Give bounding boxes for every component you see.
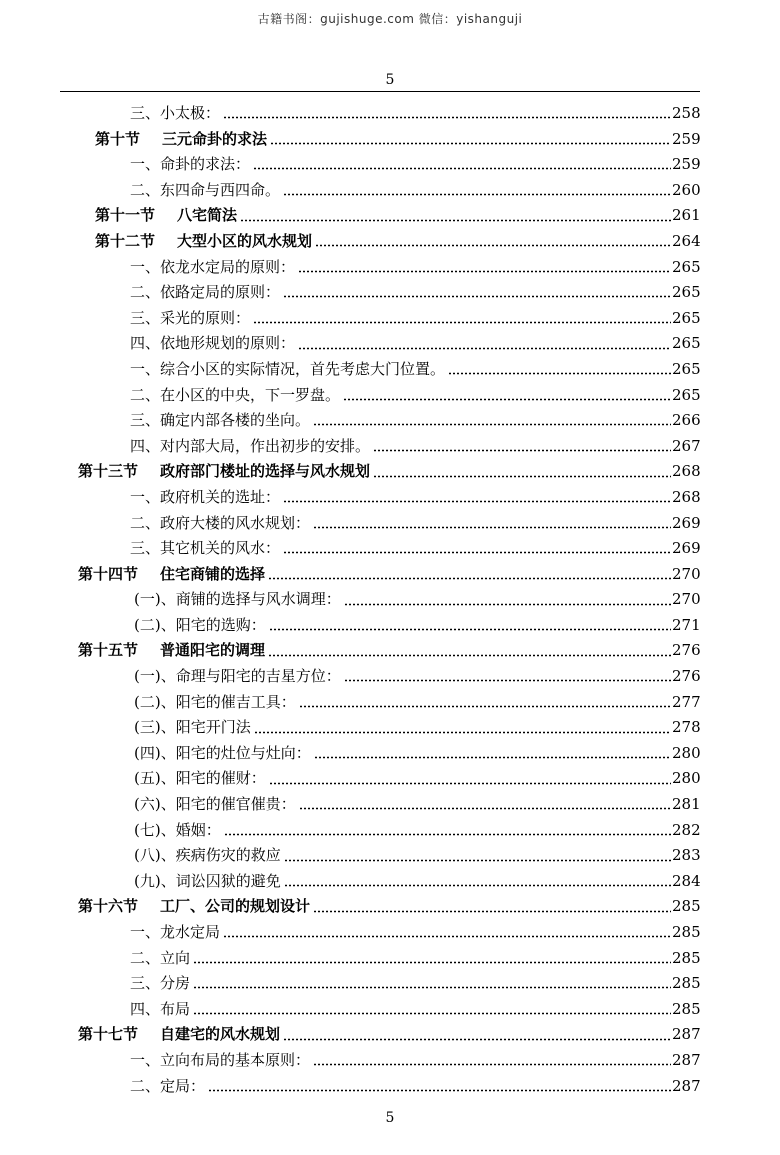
- toc-item-entry: [0, 1048, 780, 1074]
- toc-entry-title: (二)、阳宅的催吉工具：: [134, 692, 296, 711]
- toc-item-entry: [0, 255, 780, 281]
- toc-dot-leader: [315, 244, 671, 247]
- toc-page-number: 285: [672, 999, 701, 1018]
- toc-page-number: 287: [672, 1025, 701, 1044]
- toc-entry-title: [78, 894, 312, 920]
- toc-entry-title: 一、立向布局的基本原则：: [130, 1050, 311, 1069]
- toc-page-number: 265: [672, 257, 701, 276]
- toc-page-number: 259: [672, 155, 701, 174]
- toc-dot-leader: [270, 142, 671, 145]
- toc-section-name: 八宅简法: [177, 206, 238, 225]
- toc-entry-title: 一、龙水定局: [130, 923, 221, 941]
- toc-dot-leader: [283, 500, 671, 503]
- toc-dot-leader: [344, 679, 671, 682]
- toc-item-entry: [0, 408, 780, 434]
- toc-entry-title: (五)、阳宅的催财：: [134, 769, 266, 788]
- toc-item-entry: [0, 869, 780, 895]
- toc-dot-leader: [343, 398, 671, 401]
- toc-item-entry: [0, 511, 780, 537]
- toc-entry-title: 四、依地形规划的原则：: [130, 334, 296, 353]
- toc-item-entry: [0, 971, 780, 997]
- toc-entry-title: (四)、阳宅的灶位与灶向：: [134, 743, 311, 762]
- toc-item-entry: [0, 434, 780, 460]
- toc-dot-leader: [193, 986, 671, 989]
- toc-page-number: 270: [672, 564, 701, 583]
- toc-entry-title: 二、依路定局的原则：: [130, 283, 281, 302]
- toc-item-entry: [0, 1074, 780, 1100]
- toc-page-number: 266: [672, 411, 701, 430]
- toc-entry-title: 三、采光的原则：: [130, 308, 251, 327]
- toc-item-entry: [0, 613, 780, 639]
- toc-entry-title: 二、定局：: [130, 1076, 206, 1095]
- toc-page-number: 269: [672, 513, 701, 532]
- toc-page-number: 277: [672, 692, 701, 711]
- toc-item-entry: [0, 818, 780, 844]
- toc-item-entry: [0, 331, 780, 357]
- table-of-contents: [0, 101, 780, 1099]
- toc-page-number: 284: [672, 871, 701, 890]
- toc-dot-leader: [283, 193, 671, 196]
- toc-section-name: 三元命卦的求法: [162, 129, 268, 148]
- toc-dot-leader: [224, 833, 671, 836]
- toc-page-number: 283: [672, 846, 701, 865]
- toc-entry-title: [78, 459, 372, 485]
- toc-section-label: 第十六节: [78, 897, 139, 916]
- toc-page-number: 271: [672, 615, 701, 634]
- toc-entry-title: 二、东四命与西四命。: [130, 180, 281, 199]
- toc-page-number: 267: [672, 436, 701, 455]
- toc-item-entry: [0, 664, 780, 690]
- toc-section-name: 工厂、公司的规划设计: [160, 897, 311, 916]
- toc-dot-leader: [284, 859, 671, 862]
- toc-entry-title: (一)、商铺的选择与风水调理：: [134, 590, 341, 609]
- toc-dot-leader: [313, 526, 671, 529]
- toc-page-number: 260: [672, 180, 701, 199]
- toc-dot-leader: [223, 116, 671, 119]
- toc-item-entry: [0, 997, 780, 1023]
- toc-dot-leader: [283, 551, 671, 554]
- toc-dot-leader: [283, 295, 671, 298]
- toc-dot-leader: [299, 807, 671, 810]
- toc-entry-title: 一、依龙水定局的原则：: [130, 257, 296, 276]
- toc-dot-leader: [298, 270, 671, 273]
- toc-entry-title: [78, 638, 267, 664]
- toc-entry-title: (二)、阳宅的选购：: [134, 615, 266, 634]
- toc-section-label: 第十节: [95, 129, 141, 148]
- toc-dot-leader: [269, 628, 671, 631]
- toc-dot-leader: [253, 167, 671, 170]
- toc-item-entry: [0, 843, 780, 869]
- toc-page-number: 285: [672, 948, 701, 967]
- toc-page-number: 268: [672, 462, 701, 481]
- toc-item-entry: [0, 715, 780, 741]
- toc-entry-title: [95, 203, 239, 229]
- toc-item-entry: [0, 792, 780, 818]
- toc-section-entry: [0, 203, 780, 229]
- toc-entry-title: 三、其它机关的风水：: [130, 539, 281, 558]
- toc-item-entry: [0, 766, 780, 792]
- toc-section-label: 第十七节: [78, 1025, 139, 1044]
- toc-page-number: 259: [672, 129, 701, 148]
- toc-section-name: 住宅商铺的选择: [160, 564, 266, 583]
- toc-item-entry: [0, 485, 780, 511]
- toc-page-number: 264: [672, 231, 701, 250]
- toc-page-number: 281: [672, 795, 701, 814]
- toc-entry-title: (八)、疾病伤灾的救应: [134, 846, 281, 865]
- toc-section-entry: [0, 894, 780, 920]
- toc-entry-title: (六)、阳宅的催官催贵：: [134, 795, 296, 814]
- toc-item-entry: [0, 946, 780, 972]
- toc-page-number: 269: [672, 539, 701, 558]
- toc-dot-leader: [344, 603, 671, 606]
- toc-item-entry: [0, 101, 780, 127]
- toc-page-number: 265: [672, 308, 701, 327]
- toc-entry-title: 三、确定内部各楼的坐向。: [130, 411, 311, 430]
- toc-dot-leader: [268, 654, 671, 657]
- toc-page-number: 285: [672, 923, 701, 941]
- toc-dot-leader: [240, 219, 671, 222]
- toc-item-entry: [0, 306, 780, 332]
- toc-page-number: 285: [672, 897, 701, 916]
- toc-entry-title: [95, 127, 269, 153]
- toc-page-number: 276: [672, 667, 701, 686]
- toc-dot-leader: [253, 321, 671, 324]
- page-number-top: 5: [385, 72, 395, 88]
- toc-dot-leader: [448, 372, 671, 375]
- toc-entry-title: 一、综合小区的实际情况，首先考虑大门位置。: [130, 359, 446, 378]
- toc-dot-leader: [254, 731, 671, 734]
- toc-page-number: 276: [672, 641, 701, 660]
- toc-entry-title: 三、分房: [130, 974, 191, 993]
- toc-dot-leader: [314, 756, 671, 759]
- toc-entry-title: (九)、词讼囚狱的避免: [134, 871, 281, 890]
- toc-dot-leader: [313, 423, 671, 426]
- toc-section-entry: [0, 562, 780, 588]
- toc-section-entry: [0, 459, 780, 485]
- toc-page-number: 270: [672, 590, 701, 609]
- header-rule: [60, 91, 700, 92]
- toc-entry-title: 四、布局: [130, 999, 191, 1018]
- toc-entry-title: [78, 562, 267, 588]
- toc-dot-leader: [223, 935, 671, 938]
- toc-entry-title: 二、在小区的中央，下一罗盘。: [130, 385, 341, 404]
- toc-section-label: 第十五节: [78, 641, 139, 660]
- toc-entry-title: 二、立向: [130, 948, 191, 967]
- toc-item-entry: [0, 383, 780, 409]
- toc-page-number: 280: [672, 743, 701, 762]
- toc-page-number: 265: [672, 359, 701, 378]
- toc-dot-leader: [373, 449, 671, 452]
- toc-entry-title: [95, 229, 314, 255]
- toc-dot-leader: [193, 1012, 671, 1015]
- toc-section-name: 普通阳宅的调理: [160, 641, 266, 660]
- toc-dot-leader: [313, 1063, 671, 1066]
- toc-dot-leader: [208, 1089, 671, 1092]
- toc-entry-title: 三、小太极：: [130, 104, 221, 122]
- toc-dot-leader: [283, 1038, 671, 1041]
- toc-entry-title: 二、政府大楼的风水规划：: [130, 513, 311, 532]
- toc-item-entry: [0, 357, 780, 383]
- toc-section-entry: [0, 229, 780, 255]
- toc-page-number: 280: [672, 769, 701, 788]
- toc-item-entry: [0, 152, 780, 178]
- toc-page-number: 278: [672, 718, 701, 737]
- toc-page-number: 282: [672, 820, 701, 839]
- toc-entry-title: [78, 1022, 282, 1048]
- toc-entry-title: 四、对内部大局，作出初步的安排。: [130, 436, 371, 455]
- toc-section-entry: [0, 127, 780, 153]
- toc-section-entry: [0, 638, 780, 664]
- toc-page-number: 265: [672, 385, 701, 404]
- toc-entry-title: (一)、命理与阳宅的吉星方位：: [134, 667, 341, 686]
- toc-page-number: 258: [672, 104, 701, 122]
- toc-item-entry: [0, 741, 780, 767]
- toc-dot-leader: [269, 782, 671, 785]
- toc-dot-leader: [298, 347, 671, 350]
- toc-item-entry: [0, 536, 780, 562]
- toc-section-name: 政府部门楼址的选择与风水规划: [160, 462, 371, 481]
- toc-dot-leader: [313, 910, 671, 913]
- toc-item-entry: [0, 178, 780, 204]
- toc-entry-title: 一、命卦的求法：: [130, 155, 251, 174]
- watermark-header: 古籍书阁：gujishuge.com 微信：yishanguji: [257, 12, 523, 26]
- page-number-bottom: 5: [385, 1110, 395, 1126]
- toc-page-number: 287: [672, 1076, 701, 1095]
- toc-page-number: 287: [672, 1050, 701, 1069]
- toc-dot-leader: [193, 961, 671, 964]
- toc-page-number: 265: [672, 334, 701, 353]
- toc-item-entry: [0, 280, 780, 306]
- toc-item-entry: [0, 587, 780, 613]
- toc-entry-title: 一、政府机关的选址：: [130, 487, 281, 506]
- toc-entry-title: (三)、阳宅开门法: [134, 718, 251, 737]
- toc-section-label: 第十三节: [78, 462, 139, 481]
- toc-section-name: 自建宅的风水规划: [160, 1025, 281, 1044]
- toc-entry-title: (七)、婚姻：: [134, 820, 221, 839]
- toc-item-entry: [0, 920, 780, 946]
- toc-page-number: 265: [672, 283, 701, 302]
- toc-dot-leader: [284, 884, 671, 887]
- toc-item-entry: [0, 690, 780, 716]
- toc-section-label: 第十一节: [95, 206, 156, 225]
- toc-page-number: 285: [672, 974, 701, 993]
- toc-page-number: 261: [672, 206, 701, 225]
- toc-dot-leader: [373, 475, 671, 478]
- toc-page-number: 268: [672, 487, 701, 506]
- toc-section-label: 第十四节: [78, 564, 139, 583]
- toc-section-name: 大型小区的风水规划: [177, 231, 313, 250]
- toc-section-label: 第十二节: [95, 231, 156, 250]
- toc-dot-leader: [268, 577, 671, 580]
- toc-section-entry: [0, 1022, 780, 1048]
- toc-dot-leader: [299, 705, 671, 708]
